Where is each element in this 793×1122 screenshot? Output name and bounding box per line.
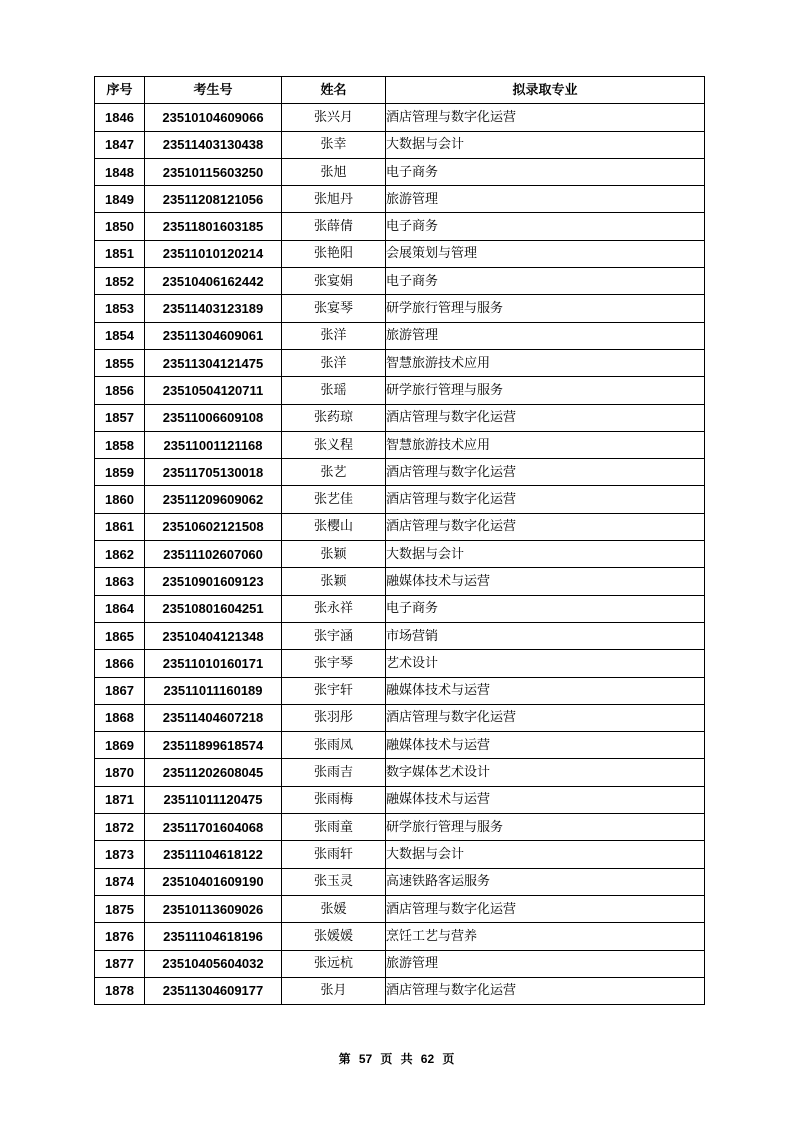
cell-candidate-id: 23511010160171 — [145, 650, 282, 677]
cell-candidate-id: 23510405604032 — [145, 950, 282, 977]
table-row — [95, 349, 705, 376]
cell-major: 酒店管理与数字化运营 — [386, 704, 705, 731]
table-row — [95, 759, 705, 786]
cell-candidate-id: 23510901609123 — [145, 568, 282, 595]
cell-candidate-id: 23511899618574 — [145, 732, 282, 759]
table-row — [95, 404, 705, 431]
table-row — [95, 240, 705, 267]
cell-candidate-id: 23511011160189 — [145, 677, 282, 704]
cell-name: 张兴月 — [282, 104, 386, 131]
cell-serial: 1846 — [95, 104, 145, 131]
cell-major: 融媒体技术与运营 — [386, 568, 705, 595]
cell-candidate-id: 23511104618122 — [145, 841, 282, 868]
table-header-row — [95, 77, 705, 104]
cell-serial: 1862 — [95, 541, 145, 568]
cell-candidate-id: 23511404607218 — [145, 704, 282, 731]
cell-serial: 1870 — [95, 759, 145, 786]
cell-serial: 1878 — [95, 977, 145, 1004]
table-row — [95, 814, 705, 841]
table-row — [95, 431, 705, 458]
cell-name: 张远杭 — [282, 950, 386, 977]
cell-serial: 1854 — [95, 322, 145, 349]
cell-major: 酒店管理与数字化运营 — [386, 895, 705, 922]
cell-major: 市场营销 — [386, 622, 705, 649]
cell-name: 张宴娟 — [282, 268, 386, 295]
cell-serial: 1858 — [95, 431, 145, 458]
cell-major: 电子商务 — [386, 158, 705, 185]
footer-total-unit: 页 — [442, 1052, 455, 1066]
cell-name: 张宇轩 — [282, 677, 386, 704]
cell-major: 艺术设计 — [386, 650, 705, 677]
table-row — [95, 923, 705, 950]
cell-candidate-id: 23511304609177 — [145, 977, 282, 1004]
cell-major: 酒店管理与数字化运营 — [386, 513, 705, 540]
cell-major: 会展策划与管理 — [386, 240, 705, 267]
table-row — [95, 841, 705, 868]
cell-name: 张玉灵 — [282, 868, 386, 895]
cell-candidate-id: 23511208121056 — [145, 186, 282, 213]
cell-serial: 1856 — [95, 377, 145, 404]
cell-serial: 1865 — [95, 622, 145, 649]
table-row — [95, 650, 705, 677]
admission-table — [94, 76, 705, 1005]
cell-name: 张艺佳 — [282, 486, 386, 513]
header-candidate-id: 考生号 — [145, 77, 282, 104]
table-row — [95, 541, 705, 568]
cell-serial: 1848 — [95, 158, 145, 185]
cell-candidate-id: 23511304609061 — [145, 322, 282, 349]
table-row — [95, 213, 705, 240]
cell-serial: 1857 — [95, 404, 145, 431]
table-row — [95, 158, 705, 185]
cell-serial: 1867 — [95, 677, 145, 704]
cell-major: 研学旅行管理与服务 — [386, 377, 705, 404]
cell-major: 酒店管理与数字化运营 — [386, 404, 705, 431]
cell-major: 电子商务 — [386, 213, 705, 240]
cell-serial: 1874 — [95, 868, 145, 895]
cell-serial: 1864 — [95, 595, 145, 622]
cell-candidate-id: 23511304121475 — [145, 349, 282, 376]
cell-major: 大数据与会计 — [386, 541, 705, 568]
cell-major: 数字媒体艺术设计 — [386, 759, 705, 786]
cell-candidate-id: 23510406162442 — [145, 268, 282, 295]
table-row — [95, 268, 705, 295]
cell-serial: 1859 — [95, 459, 145, 486]
header-serial: 序号 — [95, 77, 145, 104]
cell-serial: 1853 — [95, 295, 145, 322]
cell-major: 大数据与会计 — [386, 131, 705, 158]
table-row — [95, 677, 705, 704]
cell-major: 电子商务 — [386, 268, 705, 295]
cell-major: 高速铁路客运服务 — [386, 868, 705, 895]
table-row — [95, 295, 705, 322]
table-row — [95, 595, 705, 622]
cell-major: 融媒体技术与运营 — [386, 786, 705, 813]
cell-name: 张瑶 — [282, 377, 386, 404]
cell-major: 旅游管理 — [386, 322, 705, 349]
cell-candidate-id: 23510113609026 — [145, 895, 282, 922]
cell-candidate-id: 23511701604068 — [145, 814, 282, 841]
cell-serial: 1863 — [95, 568, 145, 595]
cell-serial: 1877 — [95, 950, 145, 977]
table-row — [95, 322, 705, 349]
cell-name: 张旭丹 — [282, 186, 386, 213]
cell-serial: 1869 — [95, 732, 145, 759]
cell-serial: 1847 — [95, 131, 145, 158]
cell-name: 张媛媛 — [282, 923, 386, 950]
cell-name: 张雨吉 — [282, 759, 386, 786]
cell-major: 酒店管理与数字化运营 — [386, 459, 705, 486]
cell-serial: 1873 — [95, 841, 145, 868]
cell-name: 张雨梅 — [282, 786, 386, 813]
cell-candidate-id: 23510602121508 — [145, 513, 282, 540]
table-row — [95, 377, 705, 404]
table-row — [95, 868, 705, 895]
cell-name: 张洋 — [282, 322, 386, 349]
cell-candidate-id: 23511102607060 — [145, 541, 282, 568]
cell-name: 张永祥 — [282, 595, 386, 622]
cell-serial: 1852 — [95, 268, 145, 295]
table-row — [95, 786, 705, 813]
cell-name: 张雨童 — [282, 814, 386, 841]
cell-major: 融媒体技术与运营 — [386, 677, 705, 704]
table-row — [95, 977, 705, 1004]
cell-major: 智慧旅游技术应用 — [386, 349, 705, 376]
cell-major: 酒店管理与数字化运营 — [386, 486, 705, 513]
cell-candidate-id: 23511403123189 — [145, 295, 282, 322]
cell-candidate-id: 23510401609190 — [145, 868, 282, 895]
cell-candidate-id: 23511202608045 — [145, 759, 282, 786]
cell-major: 智慧旅游技术应用 — [386, 431, 705, 458]
cell-name: 张樱山 — [282, 513, 386, 540]
table-row — [95, 704, 705, 731]
cell-name: 张媛 — [282, 895, 386, 922]
cell-serial: 1850 — [95, 213, 145, 240]
cell-candidate-id: 23511006609108 — [145, 404, 282, 431]
cell-name: 张颖 — [282, 568, 386, 595]
table-row — [95, 459, 705, 486]
cell-name: 张薛倩 — [282, 213, 386, 240]
cell-major: 旅游管理 — [386, 186, 705, 213]
footer-page-number: 57 — [358, 1052, 373, 1066]
cell-candidate-id: 23511010120214 — [145, 240, 282, 267]
cell-candidate-id: 23511403130438 — [145, 131, 282, 158]
cell-name: 张雨凤 — [282, 732, 386, 759]
cell-major: 研学旅行管理与服务 — [386, 295, 705, 322]
cell-serial: 1868 — [95, 704, 145, 731]
cell-name: 张宇琴 — [282, 650, 386, 677]
cell-major: 旅游管理 — [386, 950, 705, 977]
table-row — [95, 186, 705, 213]
cell-name: 张洋 — [282, 349, 386, 376]
table-row — [95, 513, 705, 540]
cell-candidate-id: 23511011120475 — [145, 786, 282, 813]
cell-major: 烹饪工艺与营养 — [386, 923, 705, 950]
table-row — [95, 568, 705, 595]
cell-serial: 1855 — [95, 349, 145, 376]
cell-major: 大数据与会计 — [386, 841, 705, 868]
table-row — [95, 486, 705, 513]
cell-major: 电子商务 — [386, 595, 705, 622]
cell-name: 张宴琴 — [282, 295, 386, 322]
footer-total-pages: 62 — [420, 1052, 435, 1066]
cell-major: 研学旅行管理与服务 — [386, 814, 705, 841]
cell-candidate-id: 23510504120711 — [145, 377, 282, 404]
cell-candidate-id: 23511705130018 — [145, 459, 282, 486]
footer-page-unit: 页 — [380, 1052, 393, 1066]
cell-candidate-id: 23510404121348 — [145, 622, 282, 649]
cell-name: 张义程 — [282, 431, 386, 458]
cell-serial: 1871 — [95, 786, 145, 813]
cell-candidate-id: 23511001121168 — [145, 431, 282, 458]
table-row — [95, 895, 705, 922]
cell-candidate-id: 23510104609066 — [145, 104, 282, 131]
page-footer — [0, 1050, 793, 1067]
table-row — [95, 104, 705, 131]
footer-total-label: 共 — [400, 1052, 413, 1066]
cell-candidate-id: 23510115603250 — [145, 158, 282, 185]
header-name: 姓名 — [282, 77, 386, 104]
cell-serial: 1875 — [95, 895, 145, 922]
header-major: 拟录取专业 — [386, 77, 705, 104]
table-row — [95, 950, 705, 977]
cell-serial: 1876 — [95, 923, 145, 950]
cell-serial: 1860 — [95, 486, 145, 513]
cell-name: 张颖 — [282, 541, 386, 568]
cell-serial: 1866 — [95, 650, 145, 677]
cell-major: 酒店管理与数字化运营 — [386, 104, 705, 131]
cell-candidate-id: 23511801603185 — [145, 213, 282, 240]
cell-name: 张旭 — [282, 158, 386, 185]
table-row — [95, 131, 705, 158]
table-row — [95, 732, 705, 759]
cell-serial: 1861 — [95, 513, 145, 540]
cell-name: 张月 — [282, 977, 386, 1004]
cell-serial: 1849 — [95, 186, 145, 213]
cell-name: 张幸 — [282, 131, 386, 158]
cell-name: 张雨轩 — [282, 841, 386, 868]
cell-name: 张艺 — [282, 459, 386, 486]
footer-prefix: 第 — [338, 1052, 351, 1066]
cell-candidate-id: 23511209609062 — [145, 486, 282, 513]
cell-name: 张羽彤 — [282, 704, 386, 731]
cell-candidate-id: 23511104618196 — [145, 923, 282, 950]
cell-name: 张宇涵 — [282, 622, 386, 649]
table-row — [95, 622, 705, 649]
cell-serial: 1851 — [95, 240, 145, 267]
cell-major: 融媒体技术与运营 — [386, 732, 705, 759]
cell-name: 张艳阳 — [282, 240, 386, 267]
cell-name: 张药琼 — [282, 404, 386, 431]
cell-candidate-id: 23510801604251 — [145, 595, 282, 622]
cell-major: 酒店管理与数字化运营 — [386, 977, 705, 1004]
cell-serial: 1872 — [95, 814, 145, 841]
